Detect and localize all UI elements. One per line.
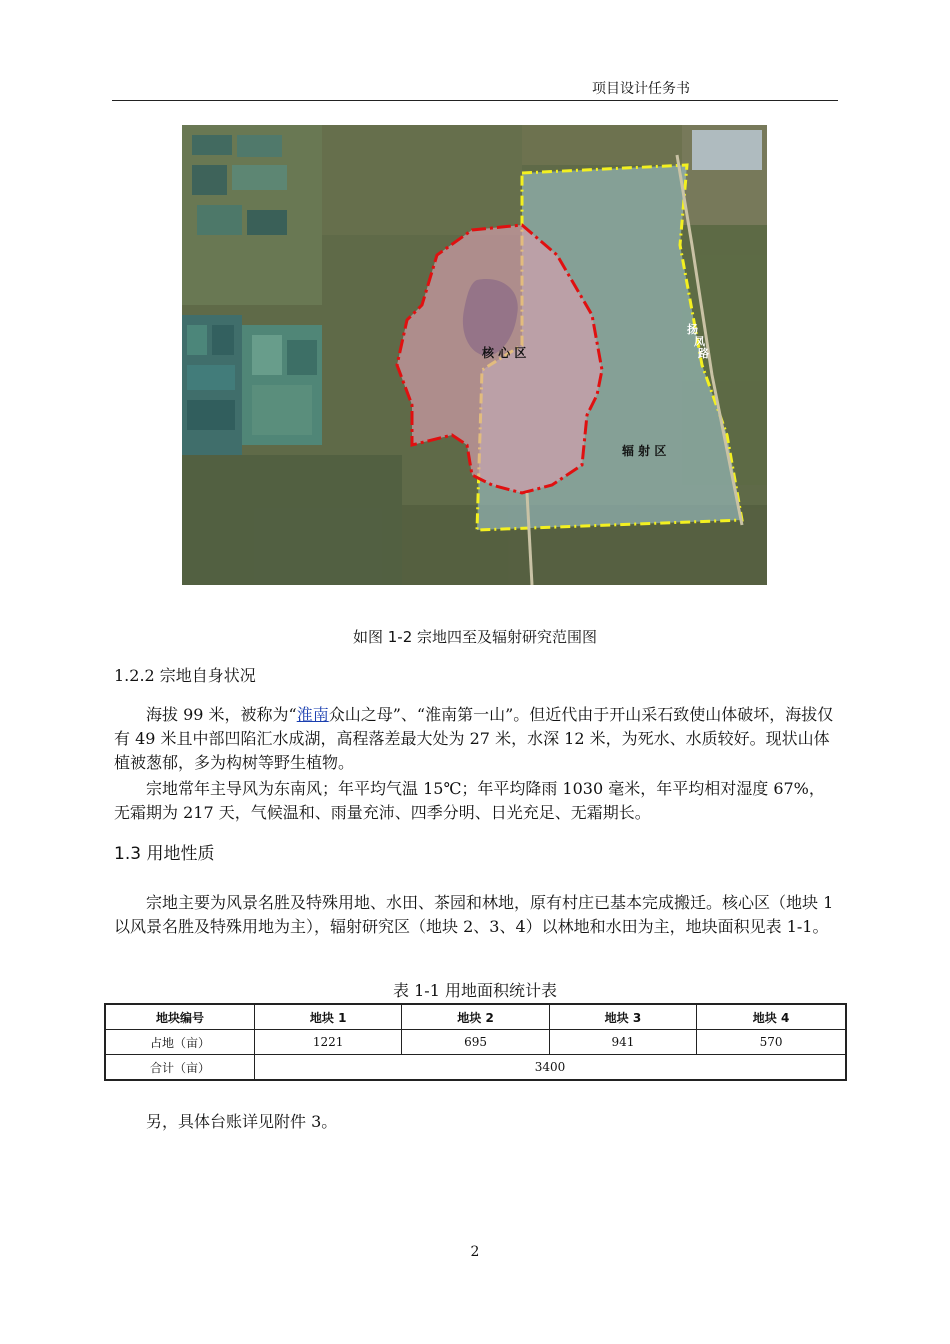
table-cell: 1221 — [255, 1030, 402, 1055]
paragraph-elevation-start: 海拔 99 米，被称为“ — [146, 705, 297, 724]
paragraph-climate: 宗地常年主导风为东南风；年平均气温 15℃；年平均降雨 1030 毫米，年平均相对湿度 67%，无霜期为 217 天，气候温和、雨量充沛、四季分明、日光充足、无霜期长。 — [114, 779, 825, 822]
paragraph-note: 另，具体台账详见附件 3。 — [146, 1112, 338, 1131]
map-road-label-3: 路 — [698, 347, 709, 360]
paragraph-elevation-rest: 众山之母”、“淮南第一山”。但近代由于开山采石致使山体破坏，海拔仅有 49 米且中部凹陷汇水成湖，高程落差最大处为 27 米，水深 12 米，为死水、水质较好。现状山体植被葱郁，多为构树等野生植物。 — [114, 705, 834, 772]
table-header-row — [105, 1004, 846, 1030]
table-header-cell: 地块 4 — [697, 1004, 846, 1030]
table-header-cell: 地块 1 — [255, 1004, 402, 1030]
page-number: 2 — [470, 1244, 480, 1260]
table-cell: 570 — [697, 1030, 846, 1055]
table-cell: 941 — [549, 1030, 696, 1055]
table-total-cell: 3400 — [255, 1055, 847, 1081]
heading-1-2-2: 1.2.2 宗地自身状况 — [114, 666, 256, 685]
map-road-label-2: 凤 — [694, 335, 705, 348]
table-cell: 合计（亩） — [105, 1055, 255, 1081]
table-title: 表 1-1 用地面积统计表 — [393, 981, 557, 1000]
header-title: 项目设计任务书 — [592, 81, 690, 97]
map-road-label-1: 扬 — [687, 323, 698, 336]
map-label-core: 核 心 区 — [482, 346, 527, 360]
table-cell: 占地（亩） — [105, 1030, 255, 1055]
huainan-link[interactable]: 淮南 — [296, 705, 329, 724]
land-area-table — [104, 1003, 847, 1081]
table-cell: 695 — [402, 1030, 549, 1055]
heading-1-3: 1.3 用地性质 — [114, 844, 215, 864]
table-header-cell: 地块编号 — [105, 1004, 255, 1030]
figure-caption: 如图 1-2 宗地四至及辐射研究范围图 — [352, 628, 598, 646]
site-map — [182, 125, 767, 585]
table-header-cell: 地块 3 — [549, 1004, 696, 1030]
table-row — [105, 1030, 846, 1055]
table-row — [105, 1055, 846, 1081]
paragraph-elevation — [114, 703, 840, 775]
table-header-cell: 地块 2 — [402, 1004, 549, 1030]
map-label-radiation: 辐 射 区 — [622, 444, 667, 458]
paragraph-land-use: 宗地主要为风景名胜及特殊用地、水田、茶园和林地，原有村庄已基本完成搬迁。核心区（地块 1 以风景名胜及特殊用地为主），辐射研究区（地块 2、3、4）以林地和水田为主，地块面积见表 1-1。 — [114, 893, 834, 936]
header-rule — [112, 100, 838, 101]
